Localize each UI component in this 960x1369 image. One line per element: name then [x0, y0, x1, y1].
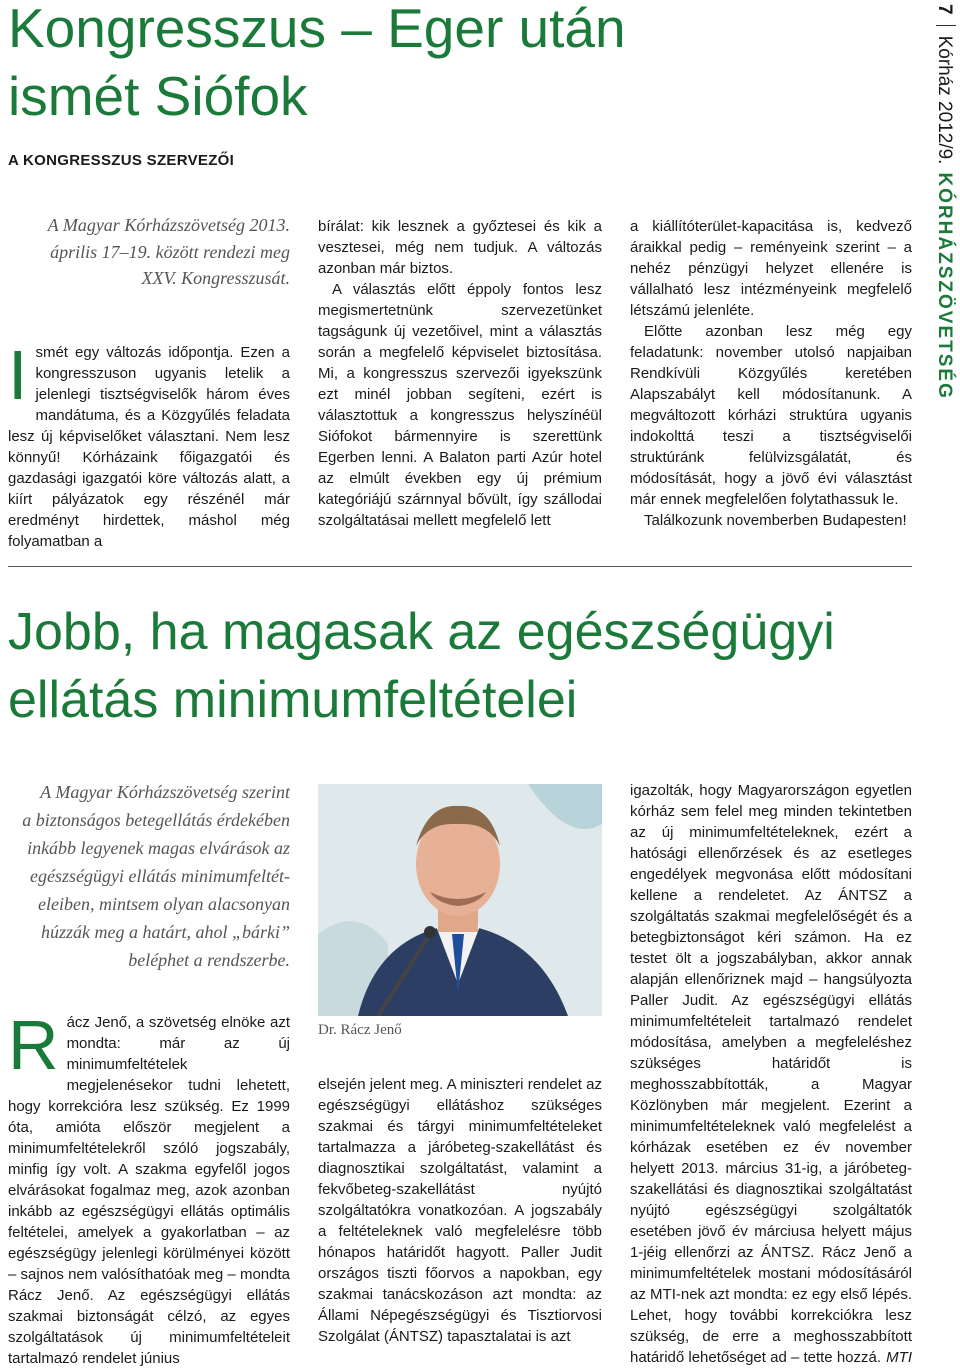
- article1-lead-line: XXV. Kongresszusát.: [141, 268, 290, 288]
- article2-lead-line: húzzák meg a határt, ahol „bárki”: [40, 922, 290, 942]
- portrait-illustration: [318, 784, 602, 1016]
- article1-paragraph: Találkozunk novemberben Budapesten!: [644, 512, 907, 529]
- article1-column-3: [630, 216, 912, 531]
- article1-column-1: [8, 336, 290, 552]
- article2-col3-text: igazolták, hogy Magyarországon egyetlen kórház sem felel meg minden tekintetben az új minimumfeltételeknek, ezért a hatósági ellenőrzések és az esetleges engedélyek megvonása előtt módosítani kellene a rendeletet. Az ÁNTSZ a szolgáltatás szakmai megfelelőségét és a betegbiztonságot kéri számon. Ha ez testet ölt a jogszabályban, akkor annak alapján ellenőriznek majd – hangsúlyozta Paller Judit. Az egészségügyi ellátás minimumfeltételeit tartalmazó rendelet módosítása, amelyben a megfeleléshez szükséges határidőt is meghosszabbították, a Magyar Közlönyben már megjelent. Ezerint a minimumfeltételeknek való megfelelést a kórházak esetében ez év november helyett 2013. március 31-ig, a járóbeteg-szakellátási és diagnosztikai szolgáltatást nyújtó egészségügyi szolgáltatók esetében jövő év márciusa helyett május 1-jéig ellenőrzi az ÁNTSZ. Rácz Jenő a minimumfeltételek mostani módosításáról az MTI-nek azt mondta: ez egy első lépés. Lehet, hogy további korrekciókra lesz szükség, de erre a meghosszabbított határidő lehetőséget ad – tette hozzá.: [630, 782, 912, 1366]
- article1-paragraph: Előtte azonban lesz még egy feladatunk: november utolsó napjaiban Rendkívüli Közgyűlés keretében Alapszabályt kell módosítanunk. A megváltozott kórházi struktúra ugyanis indokolttá teszi a tisztségviselői struktúránk felülvizsgálatát, és módosítását, hogy a jövő évi választást már ennek megfelelően folytathassuk le.: [630, 323, 912, 508]
- article2-lead: [8, 778, 290, 974]
- sidebar-vertical-text: [933, 4, 956, 400]
- article2-title-line2: ellátás minimumfeltételei: [8, 671, 578, 729]
- article1-paragraph: bírálat: kik lesznek a győztesei és kik a vesztesei, még nem tudjuk. A változás azonban már biztos.: [318, 218, 602, 277]
- source-credit: MTI: [886, 1349, 912, 1366]
- article2-lead-line: eleiben, mintsem olyan alacsonyan: [38, 894, 290, 914]
- sidebar-divider: [936, 25, 956, 26]
- brand-label: KÓRHÁZSZÖVETSÉG: [934, 172, 955, 400]
- article2-lead-line: inkább legyenek magas elvárások az: [27, 838, 290, 858]
- article2-column-2: [318, 1074, 602, 1347]
- page-sidebar: [918, 0, 958, 400]
- photo-caption: Dr. Rácz Jenő: [318, 1022, 402, 1038]
- article1-dropcap: I: [8, 336, 28, 414]
- portrait-photo: [318, 784, 602, 1016]
- article1-paragraph: [8, 336, 290, 552]
- article1-column-2: [318, 216, 602, 531]
- article2-col1-text: ácz Jenő, a szövetség elnöke azt mondta: már az új minimumfeltételek megjelenésekor tudni lehetett, hogy korrekcióra lesz szükség. Ez 1999 óta, amióta először megjelent a minimumfeltételekről szóló jogszabály, minfig így volt. A szakma egyfelől jogos elvárásokat fogalmaz meg, azok azonban inkább az egészségügyi ellátás optimális feltételei, amelyek a gyakorlatban – az egészségügy jelenlegi körülményei között – sajnos nem valósíthatóak meg – mondta Rácz Jenő. Az egészségügyi ellátás szakmai biztonságát célzó, az egyes szolgáltatások új minimumfeltételeit tartalmazó rendelet június: [8, 1014, 290, 1367]
- article2-paragraph: elsején jelent meg. A miniszteri rendelet az egészségügyi ellátáshoz szükséges szakmai és tárgyi minimumfeltételeket tartalmazza a járóbeteg-szakellátást és diagnosztikai szolgáltatást, valamint a fekvőbeteg-szakellátást nyújtó szolgáltatókra vonatkozóan. A jogszabály a feltételeknek való megfelelésre több hónapos határidőt hagyott. Paller Judit országos tiszti főorvos a napokban, egy szakmai tanácskozáson azt mondta: az Állami Népegészségügyi és Tisztiorvosi Szolgálat (ÁNTSZ) tapasztalatai is azt: [318, 1076, 602, 1345]
- section-divider: [8, 566, 912, 567]
- article2-paragraph: [630, 780, 912, 1368]
- article1-author: A KONGRESSZUS SZERVEZŐI: [8, 152, 235, 169]
- article1-col1-text: smét egy változás időpontja. Ezen a kongresszuson ugyanis letelik a jelenlegi tisztségviselők három éves mandátuma, és a Közgyűlés feladata lesz új képviselőket választani. Nem lesz könnyű! Kórházaink főigazgatói és gazdasági igazgatói köre változás alatt, a kiírt pályázatok egy részénél már eredményt hirdettek, máshol még folyamatban a: [8, 344, 290, 550]
- article1-paragraph: A választás előtt éppoly fontos lesz megismertetnünk szervezetünket tagságunk új vezetőivel, mint a választás során a megfelelő képviselet biztosítása. Mi, a kongresszus szervezői igyekszünk ezt minél jobban segíteni, ezért is választottuk a kongresszus helyszínéül Siófokot bármennyire is szerettünk Egerben lenni. A Balaton parti Azúr hotel az elmúlt években egy új prémium kategóriájú szárnnyal bővült, így szállodai szolgáltatásai mellett megfelelő lett: [318, 281, 602, 529]
- article1-lead: [8, 212, 290, 292]
- article1-title-line1: Kongresszus – Eger után: [8, 0, 626, 59]
- article2-column-3: [630, 780, 912, 1368]
- article1-lead-line: A Magyar Kórházszövetség 2013.: [47, 215, 290, 235]
- page-number: 7: [934, 4, 955, 15]
- article2-title-line1: Jobb, ha magasak az egészségügyi: [8, 603, 835, 661]
- article2-title: [8, 598, 938, 734]
- article1-title-line2: ismét Siófok: [8, 65, 308, 127]
- article2-lead-line: beléphet a rendszerbe.: [128, 950, 290, 970]
- issue-label: Kórház 2012/9.: [934, 35, 955, 165]
- article1-paragraph: a kiállítóterület-kapacitása is, kedvező áraikkal pedig – reményeink szerint – a nehéz pénzügyi helyzet ellenére is vállalható lesz intézményeink megfelelő létszámú jelenléte.: [630, 218, 912, 319]
- article2-lead-line: a biztonságos betegellátás érdekében: [22, 810, 290, 830]
- article2-dropcap: R: [8, 1006, 59, 1084]
- article2-lead-line: egészségügyi ellátás minimumfeltét-: [30, 866, 290, 886]
- article2-paragraph: [8, 1006, 290, 1369]
- article1-title: [8, 0, 908, 130]
- article1-lead-line: április 17–19. között rendezi meg: [50, 241, 290, 262]
- article2-column-1: [8, 1006, 290, 1369]
- article2-lead-line: A Magyar Kórházszövetség szerint: [40, 782, 290, 802]
